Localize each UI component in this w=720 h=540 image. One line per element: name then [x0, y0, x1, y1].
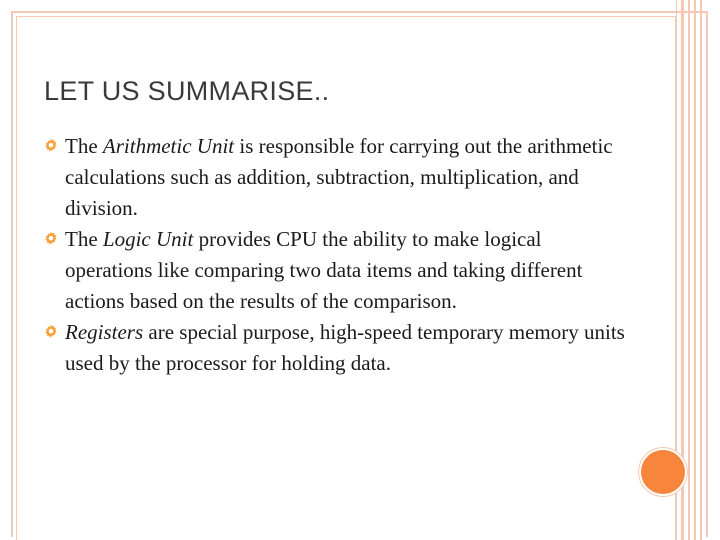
bullet-item-arithmetic-unit	[44, 131, 634, 224]
bullet-emphasis: Logic Unit	[102, 227, 199, 251]
gear-icon	[44, 138, 58, 152]
bullet-emphasis: Registers	[65, 320, 144, 344]
bullet-list	[44, 131, 634, 379]
slide-title: LET US SUMMARISE..	[44, 76, 330, 106]
bullet-text: provides CPU the ability to make logical operations like comparing two data items and taking different actions based on the results of the comparison.	[65, 227, 583, 313]
bullet-item-registers	[44, 317, 634, 379]
decorative-band	[694, 0, 696, 540]
decorative-circle	[641, 450, 685, 494]
bullet-item-logic-unit	[44, 224, 634, 317]
gear-icon	[44, 324, 58, 338]
gear-icon	[44, 231, 58, 245]
decorative-band	[700, 0, 702, 540]
bullet-prefix: The	[65, 227, 103, 251]
decorative-band	[688, 0, 690, 540]
bullet-text: is responsible for carrying out the arithmetic calculations such as addition, subtraction, multiplication, and division.	[65, 134, 613, 220]
bullet-emphasis: Arithmetic Unit	[102, 134, 240, 158]
bullet-prefix: The	[65, 134, 103, 158]
bullet-text: are special purpose, high-speed temporary memory units used by the processor for holding data.	[65, 320, 625, 375]
